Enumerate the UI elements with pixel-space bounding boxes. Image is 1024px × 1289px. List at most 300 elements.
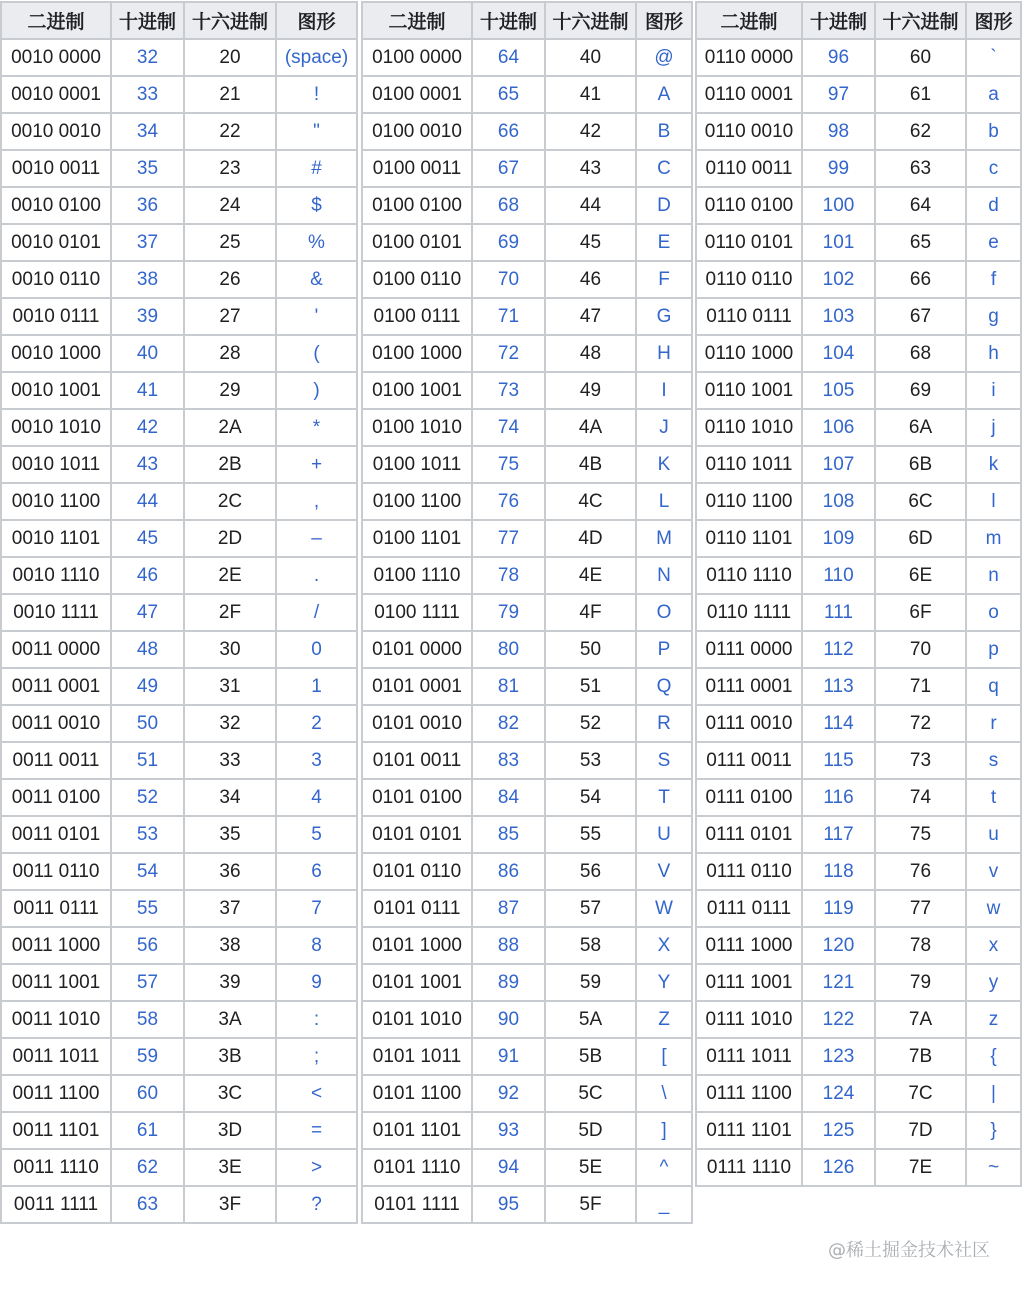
glyph-cell[interactable]: q — [966, 668, 1021, 705]
glyph-cell[interactable]: / — [276, 594, 357, 631]
decimal-cell[interactable]: 113 — [802, 668, 875, 705]
glyph-cell[interactable]: (space) — [276, 39, 357, 76]
glyph-cell[interactable]: J — [636, 409, 692, 446]
decimal-cell[interactable]: 73 — [472, 372, 545, 409]
binary-cell: 0101 1101 — [362, 1112, 472, 1149]
glyph-cell[interactable]: , — [276, 483, 357, 520]
glyph-cell[interactable]: G — [636, 298, 692, 335]
binary-cell: 0110 1011 — [696, 446, 802, 483]
decimal-cell[interactable]: 91 — [472, 1038, 545, 1075]
decimal-cell[interactable]: 32 — [111, 39, 184, 76]
table-row — [362, 76, 692, 113]
glyph-cell[interactable]: U — [636, 816, 692, 853]
decimal-cell[interactable]: 103 — [802, 298, 875, 335]
binary-cell: 0111 1011 — [696, 1038, 802, 1075]
glyph-cell[interactable]: > — [276, 1149, 357, 1186]
glyph-cell[interactable]: o — [966, 594, 1021, 631]
decimal-cell[interactable]: 46 — [111, 557, 184, 594]
decimal-cell[interactable]: 109 — [802, 520, 875, 557]
decimal-cell[interactable]: 80 — [472, 631, 545, 668]
decimal-cell[interactable]: 100 — [802, 187, 875, 224]
table-row — [362, 594, 692, 631]
decimal-cell[interactable]: 62 — [111, 1149, 184, 1186]
glyph-cell[interactable]: * — [276, 409, 357, 446]
table-row — [696, 261, 1021, 298]
decimal-cell[interactable]: 40 — [111, 335, 184, 372]
hex-cell: 77 — [875, 890, 966, 927]
table-row — [362, 446, 692, 483]
decimal-cell[interactable]: 107 — [802, 446, 875, 483]
glyph-cell[interactable]: g — [966, 298, 1021, 335]
hex-cell: 7A — [875, 1001, 966, 1038]
binary-cell: 0101 0101 — [362, 816, 472, 853]
decimal-cell[interactable]: 67 — [472, 150, 545, 187]
table-row — [696, 1038, 1021, 1075]
decimal-cell[interactable]: 82 — [472, 705, 545, 742]
binary-cell: 0010 1010 — [1, 409, 111, 446]
decimal-cell[interactable]: 56 — [111, 927, 184, 964]
hex-cell: 63 — [875, 150, 966, 187]
decimal-cell[interactable]: 88 — [472, 927, 545, 964]
table-row — [1, 1186, 357, 1223]
decimal-cell[interactable]: 123 — [802, 1038, 875, 1075]
glyph-cell[interactable]: $ — [276, 187, 357, 224]
glyph-cell[interactable]: % — [276, 224, 357, 261]
glyph-cell[interactable]: H — [636, 335, 692, 372]
table-row — [696, 39, 1021, 76]
decimal-cell[interactable]: 111 — [802, 594, 875, 631]
glyph-cell[interactable]: f — [966, 261, 1021, 298]
decimal-cell[interactable]: 126 — [802, 1149, 875, 1186]
decimal-cell[interactable]: 90 — [472, 1001, 545, 1038]
hex-cell: 2D — [184, 520, 276, 557]
decimal-cell[interactable]: 61 — [111, 1112, 184, 1149]
hex-cell: 30 — [184, 631, 276, 668]
glyph-cell[interactable]: K — [636, 446, 692, 483]
decimal-cell[interactable]: 78 — [472, 557, 545, 594]
decimal-cell[interactable]: 50 — [111, 705, 184, 742]
hex-cell: 71 — [875, 668, 966, 705]
table-row — [696, 150, 1021, 187]
decimal-cell[interactable]: 48 — [111, 631, 184, 668]
hex-cell: 43 — [545, 150, 636, 187]
decimal-cell[interactable]: 72 — [472, 335, 545, 372]
table-row — [1, 594, 357, 631]
header-hex: 十六进制 — [184, 2, 276, 39]
decimal-cell[interactable]: 37 — [111, 224, 184, 261]
decimal-cell[interactable]: 94 — [472, 1149, 545, 1186]
table-row — [696, 446, 1021, 483]
decimal-cell[interactable]: 68 — [472, 187, 545, 224]
table-row — [362, 816, 692, 853]
hex-cell: 2A — [184, 409, 276, 446]
glyph-cell[interactable]: . — [276, 557, 357, 594]
hex-cell: 6F — [875, 594, 966, 631]
decimal-cell[interactable]: 116 — [802, 779, 875, 816]
decimal-cell[interactable]: 98 — [802, 113, 875, 150]
decimal-cell[interactable]: 99 — [802, 150, 875, 187]
decimal-cell[interactable]: 33 — [111, 76, 184, 113]
hex-cell: 29 — [184, 372, 276, 409]
table-row — [1, 261, 357, 298]
decimal-cell[interactable]: 70 — [472, 261, 545, 298]
decimal-cell[interactable]: 106 — [802, 409, 875, 446]
glyph-cell[interactable]: I — [636, 372, 692, 409]
glyph-cell[interactable]: p — [966, 631, 1021, 668]
glyph-cell[interactable]: 7 — [276, 890, 357, 927]
binary-cell: 0100 1100 — [362, 483, 472, 520]
hex-cell: 32 — [184, 705, 276, 742]
decimal-cell[interactable]: 77 — [472, 520, 545, 557]
table-row — [1, 779, 357, 816]
glyph-cell[interactable]: P — [636, 631, 692, 668]
glyph-cell[interactable]: \ — [636, 1075, 692, 1112]
glyph-cell[interactable]: a — [966, 76, 1021, 113]
glyph-cell[interactable]: ~ — [966, 1149, 1021, 1186]
glyph-cell[interactable]: 2 — [276, 705, 357, 742]
decimal-cell[interactable]: 58 — [111, 1001, 184, 1038]
decimal-cell[interactable]: 65 — [472, 76, 545, 113]
decimal-cell[interactable]: 95 — [472, 1186, 545, 1223]
decimal-cell[interactable]: 105 — [802, 372, 875, 409]
decimal-cell[interactable]: 59 — [111, 1038, 184, 1075]
glyph-cell[interactable]: – — [276, 520, 357, 557]
binary-cell: 0100 0001 — [362, 76, 472, 113]
decimal-cell[interactable]: 92 — [472, 1075, 545, 1112]
decimal-cell[interactable]: 125 — [802, 1112, 875, 1149]
glyph-cell[interactable]: ` — [966, 39, 1021, 76]
hex-cell: 4D — [545, 520, 636, 557]
table-row — [362, 1075, 692, 1112]
glyph-cell[interactable]: ( — [276, 335, 357, 372]
glyph-cell[interactable]: D — [636, 187, 692, 224]
decimal-cell[interactable]: 121 — [802, 964, 875, 1001]
decimal-cell[interactable]: 101 — [802, 224, 875, 261]
glyph-cell[interactable]: A — [636, 76, 692, 113]
glyph-cell[interactable]: ^ — [636, 1149, 692, 1186]
glyph-cell[interactable]: & — [276, 261, 357, 298]
glyph-cell[interactable]: _ — [636, 1186, 692, 1223]
hex-cell: 34 — [184, 779, 276, 816]
hex-cell: 23 — [184, 150, 276, 187]
decimal-cell[interactable]: 108 — [802, 483, 875, 520]
decimal-cell[interactable]: 96 — [802, 39, 875, 76]
glyph-cell[interactable]: 1 — [276, 668, 357, 705]
glyph-cell[interactable]: Q — [636, 668, 692, 705]
hex-cell: 50 — [545, 631, 636, 668]
binary-cell: 0111 0110 — [696, 853, 802, 890]
decimal-cell[interactable]: 36 — [111, 187, 184, 224]
binary-cell: 0100 0110 — [362, 261, 472, 298]
decimal-cell[interactable]: 74 — [472, 409, 545, 446]
hex-cell: 3D — [184, 1112, 276, 1149]
decimal-cell[interactable]: 118 — [802, 853, 875, 890]
table-row — [1, 298, 357, 335]
binary-cell: 0011 0011 — [1, 742, 111, 779]
decimal-cell[interactable]: 75 — [472, 446, 545, 483]
glyph-cell[interactable]: w — [966, 890, 1021, 927]
glyph-cell[interactable]: O — [636, 594, 692, 631]
hex-cell: 78 — [875, 927, 966, 964]
glyph-cell[interactable]: T — [636, 779, 692, 816]
table-row — [696, 890, 1021, 927]
glyph-cell[interactable]: c — [966, 150, 1021, 187]
decimal-cell[interactable]: 87 — [472, 890, 545, 927]
glyph-cell[interactable]: z — [966, 1001, 1021, 1038]
decimal-cell[interactable]: 104 — [802, 335, 875, 372]
decimal-cell[interactable]: 93 — [472, 1112, 545, 1149]
glyph-cell[interactable]: 5 — [276, 816, 357, 853]
glyph-cell[interactable]: = — [276, 1112, 357, 1149]
glyph-cell[interactable]: d — [966, 187, 1021, 224]
glyph-cell[interactable]: E — [636, 224, 692, 261]
table-row — [696, 520, 1021, 557]
glyph-cell[interactable]: x — [966, 927, 1021, 964]
glyph-cell[interactable]: 3 — [276, 742, 357, 779]
glyph-cell[interactable]: B — [636, 113, 692, 150]
hex-cell: 6C — [875, 483, 966, 520]
glyph-cell[interactable]: ! — [276, 76, 357, 113]
decimal-cell[interactable]: 112 — [802, 631, 875, 668]
glyph-cell[interactable]: " — [276, 113, 357, 150]
binary-cell: 0011 0001 — [1, 668, 111, 705]
decimal-cell[interactable]: 79 — [472, 594, 545, 631]
decimal-cell[interactable]: 84 — [472, 779, 545, 816]
binary-cell: 0011 0110 — [1, 853, 111, 890]
glyph-cell[interactable]: @ — [636, 39, 692, 76]
binary-cell: 0111 1000 — [696, 927, 802, 964]
decimal-cell[interactable]: 47 — [111, 594, 184, 631]
glyph-cell[interactable]: s — [966, 742, 1021, 779]
binary-cell: 0010 1011 — [1, 446, 111, 483]
glyph-cell[interactable]: : — [276, 1001, 357, 1038]
hex-cell: 3A — [184, 1001, 276, 1038]
binary-cell: 0011 0100 — [1, 779, 111, 816]
hex-cell: 53 — [545, 742, 636, 779]
hex-cell: 6B — [875, 446, 966, 483]
binary-cell: 0100 1001 — [362, 372, 472, 409]
decimal-cell[interactable]: 60 — [111, 1075, 184, 1112]
table-row — [362, 1001, 692, 1038]
glyph-cell[interactable]: { — [966, 1038, 1021, 1075]
glyph-cell[interactable]: y — [966, 964, 1021, 1001]
hex-cell: 24 — [184, 187, 276, 224]
binary-cell: 0101 1100 — [362, 1075, 472, 1112]
glyph-cell[interactable]: n — [966, 557, 1021, 594]
glyph-cell[interactable]: Y — [636, 964, 692, 1001]
glyph-cell[interactable]: ] — [636, 1112, 692, 1149]
hex-cell: 5B — [545, 1038, 636, 1075]
glyph-cell[interactable]: # — [276, 150, 357, 187]
glyph-cell[interactable]: v — [966, 853, 1021, 890]
glyph-cell[interactable]: M — [636, 520, 692, 557]
glyph-cell[interactable]: 0 — [276, 631, 357, 668]
hex-cell: 26 — [184, 261, 276, 298]
glyph-cell[interactable]: h — [966, 335, 1021, 372]
decimal-cell[interactable]: 89 — [472, 964, 545, 1001]
glyph-cell[interactable]: i — [966, 372, 1021, 409]
hex-cell: 70 — [875, 631, 966, 668]
glyph-cell[interactable]: [ — [636, 1038, 692, 1075]
hex-cell: 3F — [184, 1186, 276, 1223]
table-row — [1, 1149, 357, 1186]
table-row — [696, 594, 1021, 631]
table-row — [362, 483, 692, 520]
binary-cell: 0010 1100 — [1, 483, 111, 520]
glyph-cell[interactable]: X — [636, 927, 692, 964]
glyph-cell[interactable]: Z — [636, 1001, 692, 1038]
decimal-cell[interactable]: 81 — [472, 668, 545, 705]
table-row — [1, 742, 357, 779]
glyph-cell[interactable]: 8 — [276, 927, 357, 964]
glyph-cell[interactable]: + — [276, 446, 357, 483]
binary-cell: 0100 0101 — [362, 224, 472, 261]
glyph-cell[interactable]: < — [276, 1075, 357, 1112]
decimal-cell[interactable]: 83 — [472, 742, 545, 779]
header-decimal: 十进制 — [802, 2, 875, 39]
glyph-cell[interactable]: ' — [276, 298, 357, 335]
glyph-cell[interactable]: W — [636, 890, 692, 927]
hex-cell: 47 — [545, 298, 636, 335]
binary-cell: 0101 1010 — [362, 1001, 472, 1038]
decimal-cell[interactable]: 71 — [472, 298, 545, 335]
decimal-cell[interactable]: 43 — [111, 446, 184, 483]
decimal-cell[interactable]: 110 — [802, 557, 875, 594]
decimal-cell[interactable]: 42 — [111, 409, 184, 446]
hex-cell: 45 — [545, 224, 636, 261]
table-row — [362, 964, 692, 1001]
decimal-cell[interactable]: 115 — [802, 742, 875, 779]
glyph-cell[interactable]: j — [966, 409, 1021, 446]
glyph-cell[interactable]: N — [636, 557, 692, 594]
decimal-cell[interactable]: 45 — [111, 520, 184, 557]
binary-cell: 0101 0000 — [362, 631, 472, 668]
glyph-cell[interactable]: F — [636, 261, 692, 298]
decimal-cell[interactable]: 124 — [802, 1075, 875, 1112]
table-row — [362, 409, 692, 446]
decimal-cell[interactable]: 55 — [111, 890, 184, 927]
table-row — [1, 853, 357, 890]
glyph-cell[interactable]: | — [966, 1075, 1021, 1112]
decimal-cell[interactable]: 44 — [111, 483, 184, 520]
decimal-cell[interactable]: 69 — [472, 224, 545, 261]
glyph-cell[interactable]: m — [966, 520, 1021, 557]
glyph-cell[interactable]: C — [636, 150, 692, 187]
table-row — [362, 298, 692, 335]
binary-cell: 0011 1101 — [1, 1112, 111, 1149]
decimal-cell[interactable]: 85 — [472, 816, 545, 853]
table-row — [696, 372, 1021, 409]
decimal-cell[interactable]: 41 — [111, 372, 184, 409]
table-body — [696, 39, 1021, 1222]
glyph-cell[interactable]: b — [966, 113, 1021, 150]
table-body — [362, 39, 692, 1223]
glyph-cell[interactable]: ; — [276, 1038, 357, 1075]
header-binary: 二进制 — [696, 2, 802, 39]
glyph-cell[interactable]: t — [966, 779, 1021, 816]
glyph-cell[interactable]: } — [966, 1112, 1021, 1149]
decimal-cell[interactable]: 114 — [802, 705, 875, 742]
binary-cell: 0110 1111 — [696, 594, 802, 631]
table-row — [696, 1075, 1021, 1112]
glyph-cell[interactable]: V — [636, 853, 692, 890]
decimal-cell[interactable]: 49 — [111, 668, 184, 705]
decimal-cell[interactable]: 39 — [111, 298, 184, 335]
hex-cell: 68 — [875, 335, 966, 372]
glyph-cell[interactable]: L — [636, 483, 692, 520]
binary-cell: 0101 0010 — [362, 705, 472, 742]
table-row — [696, 631, 1021, 668]
hex-cell: 57 — [545, 890, 636, 927]
binary-cell: 0101 0110 — [362, 853, 472, 890]
glyph-cell[interactable]: R — [636, 705, 692, 742]
glyph-cell[interactable]: ? — [276, 1186, 357, 1223]
decimal-cell[interactable]: 34 — [111, 113, 184, 150]
glyph-cell[interactable]: r — [966, 705, 1021, 742]
decimal-cell[interactable]: 57 — [111, 964, 184, 1001]
decimal-cell[interactable]: 51 — [111, 742, 184, 779]
hex-cell: 60 — [875, 39, 966, 76]
decimal-cell[interactable]: 66 — [472, 113, 545, 150]
binary-cell: 0111 1001 — [696, 964, 802, 1001]
decimal-cell[interactable]: 120 — [802, 927, 875, 964]
decimal-cell[interactable]: 86 — [472, 853, 545, 890]
glyph-cell[interactable]: ) — [276, 372, 357, 409]
hex-cell: 36 — [184, 853, 276, 890]
decimal-cell[interactable]: 97 — [802, 76, 875, 113]
decimal-cell[interactable]: 53 — [111, 816, 184, 853]
glyph-cell[interactable]: 6 — [276, 853, 357, 890]
hex-cell: 7B — [875, 1038, 966, 1075]
hex-cell: 7C — [875, 1075, 966, 1112]
decimal-cell[interactable]: 117 — [802, 816, 875, 853]
decimal-cell[interactable]: 102 — [802, 261, 875, 298]
hex-cell: 74 — [875, 779, 966, 816]
glyph-cell[interactable]: S — [636, 742, 692, 779]
glyph-cell[interactable]: k — [966, 446, 1021, 483]
decimal-cell[interactable]: 52 — [111, 779, 184, 816]
decimal-cell[interactable]: 119 — [802, 890, 875, 927]
decimal-cell[interactable]: 38 — [111, 261, 184, 298]
glyph-cell[interactable]: 4 — [276, 779, 357, 816]
binary-cell: 0010 1101 — [1, 520, 111, 557]
table-row — [696, 557, 1021, 594]
decimal-cell[interactable]: 54 — [111, 853, 184, 890]
decimal-cell[interactable]: 64 — [472, 39, 545, 76]
hex-cell: 4B — [545, 446, 636, 483]
glyph-cell[interactable]: l — [966, 483, 1021, 520]
ascii-table-2 — [361, 1, 693, 1224]
binary-cell: 0110 0010 — [696, 113, 802, 150]
decimal-cell[interactable]: 35 — [111, 150, 184, 187]
table-row — [362, 261, 692, 298]
table-row — [362, 668, 692, 705]
glyph-cell[interactable]: u — [966, 816, 1021, 853]
glyph-cell[interactable]: 9 — [276, 964, 357, 1001]
watermark: @稀土掘金技术社区 — [828, 1240, 990, 1261]
binary-cell: 0010 0001 — [1, 76, 111, 113]
hex-cell: 31 — [184, 668, 276, 705]
binary-cell: 0101 0111 — [362, 890, 472, 927]
decimal-cell[interactable]: 122 — [802, 1001, 875, 1038]
table-row — [696, 705, 1021, 742]
glyph-cell[interactable]: e — [966, 224, 1021, 261]
table-row — [362, 705, 692, 742]
decimal-cell[interactable]: 63 — [111, 1186, 184, 1223]
decimal-cell[interactable]: 76 — [472, 483, 545, 520]
binary-cell: 0010 0000 — [1, 39, 111, 76]
hex-cell: 67 — [875, 298, 966, 335]
